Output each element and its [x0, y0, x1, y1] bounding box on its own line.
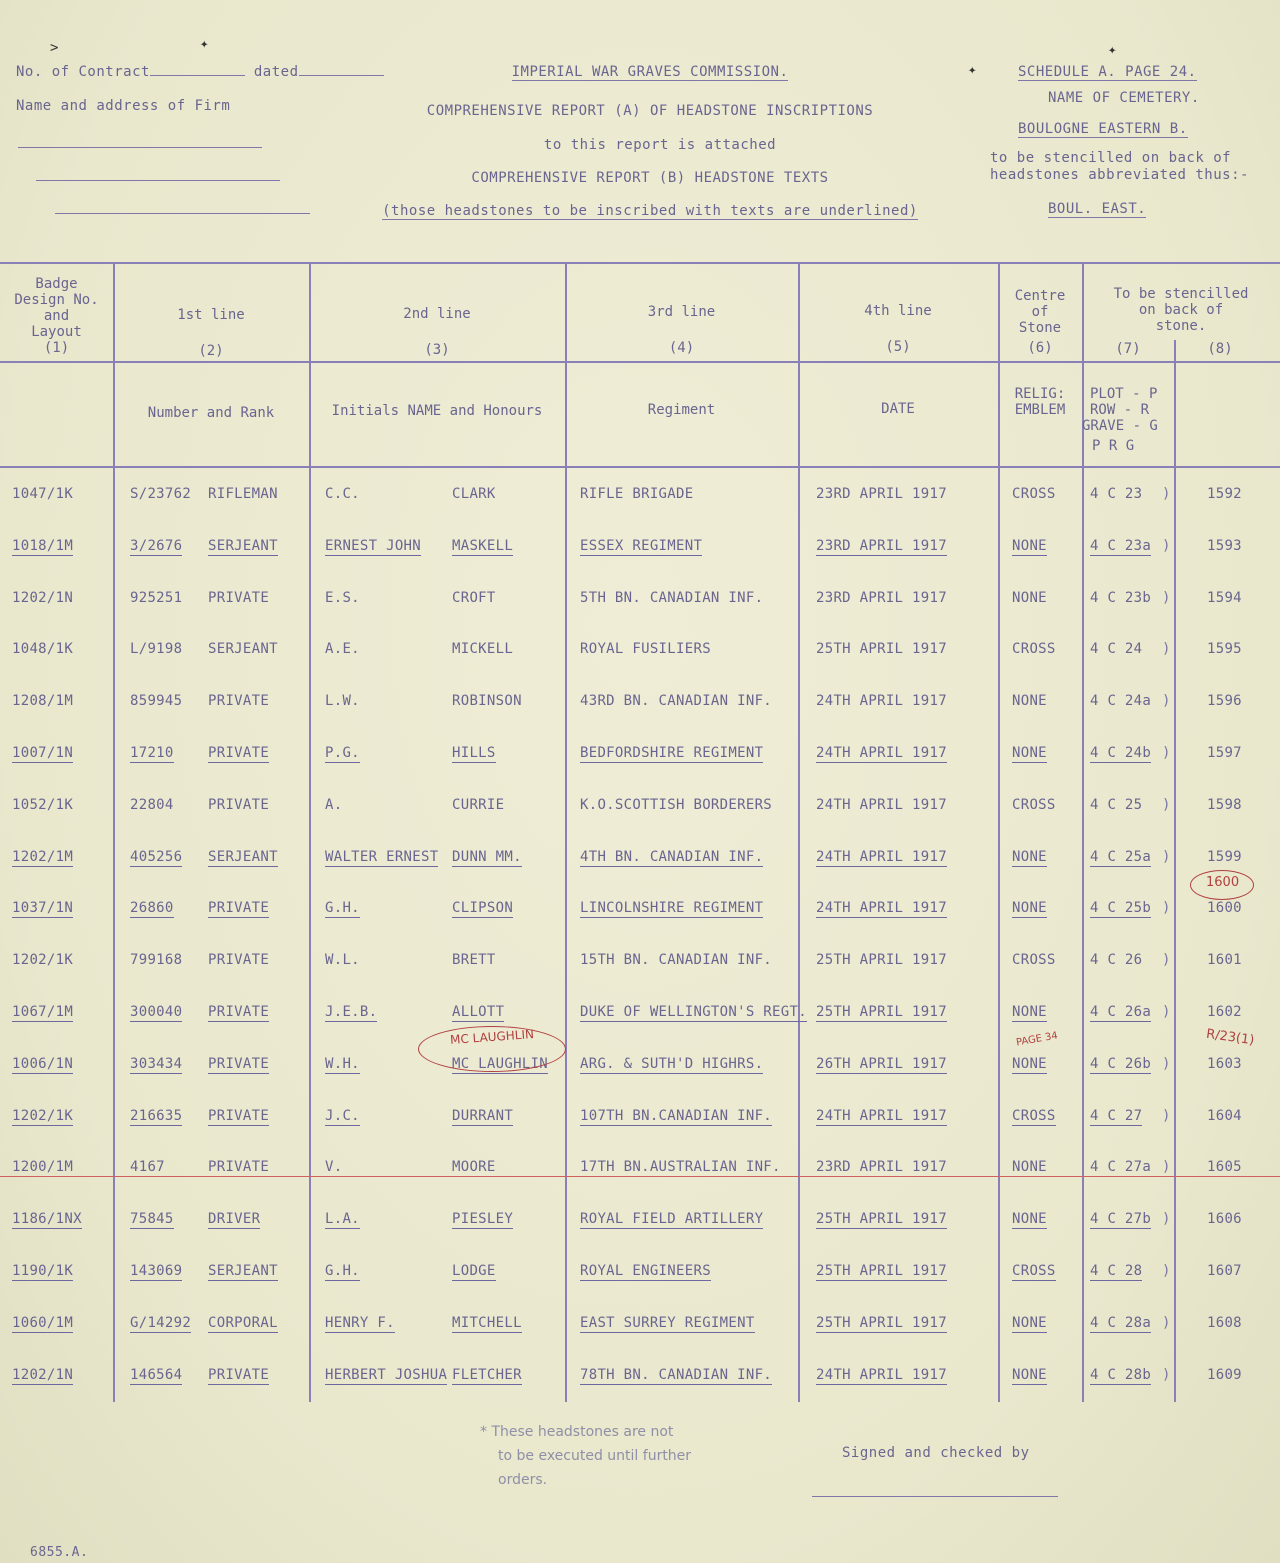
cell-rank: RIFLEMAN: [208, 486, 278, 502]
table-row: [0, 693, 1280, 743]
cell-badge: 1190/1K: [12, 1263, 74, 1279]
cell-initials: V.: [325, 1159, 343, 1175]
cell-date: 24TH APRIL 1917: [816, 745, 947, 761]
col6-header: Centre of Stone (6): [1014, 288, 1066, 356]
cell-date: 23RD APRIL 1917: [816, 1159, 947, 1175]
cell-emblem: NONE: [1012, 590, 1047, 606]
cell-emblem: NONE: [1012, 1004, 1047, 1020]
cell-date: 25TH APRIL 1917: [816, 952, 947, 968]
cell-initials: G.H.: [325, 900, 360, 916]
cell-regiment: ESSEX REGIMENT: [580, 538, 703, 554]
report-a-title: COMPREHENSIVE REPORT (A) OF HEADSTONE INSCRIPTIONS: [426, 103, 874, 119]
cell-date: 25TH APRIL 1917: [816, 1263, 947, 1279]
cell-surname: LODGE: [452, 1263, 496, 1279]
cell-number: 799168: [130, 952, 183, 968]
table-row: [0, 1108, 1280, 1158]
table-row: [0, 1315, 1280, 1365]
cell-prg: 4 C 28a: [1090, 1315, 1152, 1331]
cell-initials: E.S.: [325, 590, 360, 606]
texts-note: (those headstones to be inscribed with texts are underlined): [382, 203, 918, 219]
table-row: [0, 1004, 1280, 1054]
cell-initials: C.C.: [325, 486, 360, 502]
cell-stencil: 1604: [1207, 1108, 1242, 1124]
cell-stencil: 1597: [1207, 745, 1242, 761]
cell-stencil: 1599: [1207, 849, 1242, 865]
cell-prg: 4 C 23b: [1090, 590, 1152, 606]
cell-prg: 4 C 26b: [1090, 1056, 1152, 1072]
cell-prg: 4 C 26a: [1090, 1004, 1152, 1020]
cell-initials: A.: [325, 797, 343, 813]
cell-badge: 1060/1M: [12, 1315, 74, 1331]
cell-regiment: 78TH BN. CANADIAN INF.: [580, 1367, 773, 1383]
cell-number: 925251: [130, 590, 183, 606]
cell-number: 405256: [130, 849, 183, 865]
col2-header: 1st line (2): [177, 307, 245, 359]
cell-badge: 1007/1N: [12, 745, 74, 761]
col5-header: 4th line (5): [864, 303, 932, 355]
ink-mark: ✦: [968, 62, 977, 78]
cell-date: 24TH APRIL 1917: [816, 797, 947, 813]
cell-regiment: K.O.SCOTTISH BORDERERS: [580, 797, 773, 813]
cell-number: 143069: [130, 1263, 183, 1279]
cell-surname: DUNN MM.: [452, 849, 522, 865]
ink-mark: >: [50, 40, 59, 56]
cell-surname: ALLOTT: [452, 1004, 505, 1020]
cell-stencil: 1593: [1207, 538, 1242, 554]
table-row: [0, 1367, 1280, 1417]
table-row: [0, 641, 1280, 691]
cell-badge: 1202/1N: [12, 1367, 74, 1383]
cell-prg: 4 C 23a: [1090, 538, 1152, 554]
subheader-date: DATE: [881, 401, 915, 417]
cell-emblem: CROSS: [1012, 641, 1056, 657]
cell-prg: 4 C 26: [1090, 952, 1143, 968]
cell-stencil: 1605: [1207, 1159, 1242, 1175]
cell-prg: 4 C 27b: [1090, 1211, 1152, 1227]
cell-rank: PRIVATE: [208, 590, 270, 606]
cell-date: 25TH APRIL 1917: [816, 641, 947, 657]
cell-stencil: 1598: [1207, 797, 1242, 813]
cell-rank: SERJEANT: [208, 1263, 278, 1279]
cell-surname: MC LAUGHLIN: [452, 1056, 549, 1072]
cell-date: 24TH APRIL 1917: [816, 900, 947, 916]
stencil-note-2: headstones abbreviated thus:-: [990, 167, 1249, 183]
brace-mark: ): [1162, 486, 1171, 502]
cell-emblem: NONE: [1012, 849, 1047, 865]
cell-number: G/14292: [130, 1315, 192, 1331]
cell-initials: G.H.: [325, 1263, 360, 1279]
cell-regiment: 43RD BN. CANADIAN INF.: [580, 693, 773, 709]
cell-date: 24TH APRIL 1917: [816, 693, 947, 709]
subheader-rule: [0, 466, 1280, 468]
cell-number: 300040: [130, 1004, 183, 1020]
cell-emblem: CROSS: [1012, 797, 1056, 813]
brace-mark: ): [1162, 590, 1171, 606]
cemetery-label: NAME OF CEMETERY.: [1048, 90, 1200, 106]
cell-number: 146564: [130, 1367, 183, 1383]
cell-number: 26860: [130, 900, 174, 916]
cell-emblem: NONE: [1012, 1315, 1047, 1331]
cell-regiment: LINCOLNSHIRE REGIMENT: [580, 900, 764, 916]
cell-surname: HILLS: [452, 745, 496, 761]
cell-initials: P.G.: [325, 745, 360, 761]
cell-badge: 1052/1K: [12, 797, 74, 813]
cell-surname: MITCHELL: [452, 1315, 522, 1331]
cell-number: 22804: [130, 797, 174, 813]
brace-mark: ): [1162, 1367, 1171, 1383]
cell-number: 4167: [130, 1159, 165, 1175]
brace-mark: ): [1162, 538, 1171, 554]
cell-stencil: 1608: [1207, 1315, 1242, 1331]
form-number: 6855.A.: [30, 1545, 89, 1560]
cell-badge: 1202/1K: [12, 952, 74, 968]
header-rule: [0, 361, 1280, 363]
stencil-abbrev: BOUL. EAST.: [1048, 201, 1147, 217]
cell-stencil: 1606: [1207, 1211, 1242, 1227]
cell-initials: HERBERT JOSHUA: [325, 1367, 448, 1383]
col3-header: 2nd line (3): [403, 306, 471, 358]
cell-surname: MICKELL: [452, 641, 514, 657]
brace-mark: ): [1162, 1108, 1171, 1124]
cell-number: 859945: [130, 693, 183, 709]
cell-date: 25TH APRIL 1917: [816, 1004, 947, 1020]
cell-badge: 1202/1K: [12, 1108, 74, 1124]
col1-header: Badge Design No. and Layout (1): [14, 276, 99, 356]
cell-number: 17210: [130, 745, 174, 761]
cell-emblem: CROSS: [1012, 1108, 1056, 1124]
cell-rank: CORPORAL: [208, 1315, 278, 1331]
brace-mark: ): [1162, 1159, 1171, 1175]
cell-badge: 1006/1N: [12, 1056, 74, 1072]
table-row: [0, 1056, 1280, 1106]
page-note: PAGE 34: [1015, 1030, 1059, 1049]
cell-regiment: 15TH BN. CANADIAN INF.: [580, 952, 773, 968]
cell-emblem: CROSS: [1012, 486, 1056, 502]
cell-prg: 4 C 25b: [1090, 900, 1152, 916]
cell-emblem: NONE: [1012, 1159, 1047, 1175]
commission-title: IMPERIAL WAR GRAVES COMMISSION.: [511, 64, 789, 80]
cell-badge: 1200/1M: [12, 1159, 74, 1175]
brace-mark: ): [1162, 1315, 1171, 1331]
table-row: [0, 486, 1280, 536]
table-row: [0, 590, 1280, 640]
cell-rank: PRIVATE: [208, 693, 270, 709]
cell-initials: HENRY F.: [325, 1315, 395, 1331]
table-top-rule: [0, 262, 1280, 264]
correction-mclaughlin: MC LAUGHLIN: [449, 1027, 535, 1047]
cell-surname: PIESLEY: [452, 1211, 514, 1227]
brace-mark: ): [1162, 1004, 1171, 1020]
cell-surname: CURRIE: [452, 797, 505, 813]
cell-stencil: 1592: [1207, 486, 1242, 502]
cell-stencil: 1609: [1207, 1367, 1242, 1383]
cell-initials: J.E.B.: [325, 1004, 378, 1020]
col78-header: To be stencilled on back of stone.: [1113, 286, 1249, 334]
brace-mark: ): [1162, 952, 1171, 968]
cell-stencil: 1601: [1207, 952, 1242, 968]
cell-number: 75845: [130, 1211, 174, 1227]
cell-badge: 1018/1M: [12, 538, 74, 554]
cell-initials: L.A.: [325, 1211, 360, 1227]
subheader-plot: PLOT - P ROW - R GRAVE - G P R G: [1082, 386, 1158, 454]
ink-mark: ✦: [200, 36, 209, 52]
schedule-label: SCHEDULE A. PAGE 24.: [1018, 64, 1197, 80]
cell-initials: ERNEST JOHN: [325, 538, 422, 554]
cell-prg: 4 C 25a: [1090, 849, 1152, 865]
cell-rank: DRIVER: [208, 1211, 261, 1227]
cell-rank: SERJEANT: [208, 641, 278, 657]
cell-surname: FLETCHER: [452, 1367, 522, 1383]
cell-surname: CLARK: [452, 486, 496, 502]
cell-emblem: NONE: [1012, 1211, 1047, 1227]
cell-emblem: NONE: [1012, 538, 1047, 554]
cell-stencil: 1602: [1207, 1004, 1242, 1020]
cell-badge: 1037/1N: [12, 900, 74, 916]
cell-rank: PRIVATE: [208, 1159, 270, 1175]
cell-prg: 4 C 24: [1090, 641, 1143, 657]
cell-regiment: ARG. & SUTH'D HIGHRS.: [580, 1056, 764, 1072]
brace-mark: ): [1162, 1211, 1171, 1227]
cell-surname: ROBINSON: [452, 693, 522, 709]
cell-emblem: CROSS: [1012, 1263, 1056, 1279]
cell-emblem: NONE: [1012, 745, 1047, 761]
cell-rank: PRIVATE: [208, 1056, 270, 1072]
cell-regiment: DUKE OF WELLINGTON'S REGT.: [580, 1004, 807, 1020]
subheader-number-rank: Number and Rank: [147, 405, 275, 421]
cell-badge: 1202/1N: [12, 590, 74, 606]
cell-surname: MASKELL: [452, 538, 514, 554]
cell-regiment: 17TH BN.AUSTRALIAN INF.: [580, 1159, 781, 1175]
cell-prg: 4 C 25: [1090, 797, 1143, 813]
cell-date: 25TH APRIL 1917: [816, 1315, 947, 1331]
subheader-emblem: RELIG: EMBLEM: [1014, 386, 1066, 418]
signature-line: [812, 1496, 1058, 1497]
brace-mark: ): [1162, 900, 1171, 916]
cell-regiment: 4TH BN. CANADIAN INF.: [580, 849, 764, 865]
cell-emblem: NONE: [1012, 1367, 1047, 1383]
cell-badge: 1048/1K: [12, 641, 74, 657]
brace-mark: ): [1162, 849, 1171, 865]
cell-stencil: 1603: [1207, 1056, 1242, 1072]
cell-regiment: ROYAL FIELD ARTILLERY: [580, 1211, 764, 1227]
cell-surname: CLIPSON: [452, 900, 514, 916]
col4-header: 3rd line (4): [647, 304, 716, 356]
table-row: [0, 745, 1280, 795]
cell-date: 23RD APRIL 1917: [816, 538, 947, 554]
cell-stencil: 1594: [1207, 590, 1242, 606]
col7-number: (7): [1115, 341, 1141, 357]
firm-label: Name and address of Firm: [16, 98, 231, 114]
cell-rank: PRIVATE: [208, 1108, 270, 1124]
cell-emblem: NONE: [1012, 693, 1047, 709]
subheader-regiment: Regiment: [647, 402, 716, 418]
red-rule: [0, 1176, 1280, 1177]
table-row: [0, 538, 1280, 588]
attached-note: to this report is attached: [543, 137, 777, 153]
cell-rank: PRIVATE: [208, 1367, 270, 1383]
cell-stencil: 1595: [1207, 641, 1242, 657]
cell-stencil: 1596: [1207, 693, 1242, 709]
table-row: [0, 797, 1280, 847]
table-row: [0, 952, 1280, 1002]
cell-initials: WALTER ERNEST: [325, 849, 439, 865]
cell-regiment: ROYAL ENGINEERS: [580, 1263, 711, 1279]
cell-regiment: EAST SURREY REGIMENT: [580, 1315, 755, 1331]
cell-regiment: BEDFORDSHIRE REGIMENT: [580, 745, 764, 761]
cell-prg: 4 C 28: [1090, 1263, 1143, 1279]
cell-badge: 1186/1NX: [12, 1211, 82, 1227]
cell-surname: DURRANT: [452, 1108, 514, 1124]
cell-badge: 1047/1K: [12, 486, 74, 502]
cell-rank: PRIVATE: [208, 1004, 270, 1020]
cell-prg: 4 C 24b: [1090, 745, 1152, 761]
cell-prg: 4 C 23: [1090, 486, 1143, 502]
cell-rank: SERJEANT: [208, 538, 278, 554]
stencil-note-1: to be stencilled on back of: [990, 150, 1232, 166]
firm-blank-line: [36, 180, 280, 181]
brace-mark: ): [1162, 745, 1171, 761]
cell-date: 23RD APRIL 1917: [816, 486, 947, 502]
ink-mark: ✦: [1108, 42, 1117, 58]
brace-mark: ): [1162, 1263, 1171, 1279]
subheader-name: Initials NAME and Honours: [331, 403, 543, 419]
cell-number: 216635: [130, 1108, 183, 1124]
r-note: R/23(1): [1205, 1026, 1256, 1049]
cell-prg: 4 C 24a: [1090, 693, 1152, 709]
cell-initials: J.C.: [325, 1108, 360, 1124]
cell-stencil: 1607: [1207, 1263, 1242, 1279]
cell-badge: 1208/1M: [12, 693, 74, 709]
cell-emblem: CROSS: [1012, 952, 1056, 968]
cell-number: S/23762: [130, 486, 192, 502]
cell-surname: BRETT: [452, 952, 496, 968]
cell-date: 24TH APRIL 1917: [816, 1108, 947, 1124]
cell-prg: 4 C 27a: [1090, 1159, 1152, 1175]
cemetery-name: BOULOGNE EASTERN B.: [1018, 121, 1188, 137]
firm-blank-line: [55, 213, 310, 214]
cell-number: 3/2676: [130, 538, 183, 554]
cell-rank: PRIVATE: [208, 745, 270, 761]
cell-regiment: 107TH BN.CANADIAN INF.: [580, 1108, 773, 1124]
cell-badge: 1202/1M: [12, 849, 74, 865]
cell-surname: MOORE: [452, 1159, 496, 1175]
cell-number: 303434: [130, 1056, 183, 1072]
brace-mark: ): [1162, 1056, 1171, 1072]
cell-emblem: NONE: [1012, 900, 1047, 916]
firm-blank-line: [18, 147, 262, 148]
cell-date: 24TH APRIL 1917: [816, 849, 947, 865]
table-row: [0, 1263, 1280, 1313]
table-row: [0, 900, 1280, 950]
table-row: [0, 1211, 1280, 1261]
signed-label: Signed and checked by: [842, 1445, 1030, 1461]
cell-prg: 4 C 27: [1090, 1108, 1143, 1124]
table-row: [0, 1159, 1280, 1209]
cell-rank: PRIVATE: [208, 900, 270, 916]
table-row: [0, 849, 1280, 899]
cell-number: L/9198: [130, 641, 183, 657]
cell-rank: SERJEANT: [208, 849, 278, 865]
cell-rank: PRIVATE: [208, 797, 270, 813]
cell-prg: 4 C 28b: [1090, 1367, 1152, 1383]
cell-stencil: 1600: [1207, 900, 1242, 916]
brace-mark: ): [1162, 641, 1171, 657]
report-b-title: COMPREHENSIVE REPORT (B) HEADSTONE TEXTS: [471, 170, 829, 186]
brace-mark: ): [1162, 693, 1171, 709]
cell-date: 24TH APRIL 1917: [816, 1367, 947, 1383]
cell-regiment: ROYAL FUSILIERS: [580, 641, 711, 657]
cell-surname: CROFT: [452, 590, 496, 606]
cell-regiment: 5TH BN. CANADIAN INF.: [580, 590, 764, 606]
cell-regiment: RIFLE BRIGADE: [580, 486, 694, 502]
cell-date: 26TH APRIL 1917: [816, 1056, 947, 1072]
col8-number: (8): [1207, 341, 1233, 357]
cell-emblem: NONE: [1012, 1056, 1047, 1072]
cell-rank: PRIVATE: [208, 952, 270, 968]
cell-initials: A.E.: [325, 641, 360, 657]
cell-date: 25TH APRIL 1917: [816, 1211, 947, 1227]
cell-badge: 1067/1M: [12, 1004, 74, 1020]
footer-note: * These headstones are not to be executed until further orders.: [480, 1424, 692, 1488]
cell-initials: W.H.: [325, 1056, 360, 1072]
correction-1600: 1600: [1206, 875, 1240, 890]
cell-initials: L.W.: [325, 693, 360, 709]
cell-date: 23RD APRIL 1917: [816, 590, 947, 606]
cell-initials: W.L.: [325, 952, 360, 968]
contract-label: No. of Contract dated: [16, 64, 384, 80]
brace-mark: ): [1162, 797, 1171, 813]
